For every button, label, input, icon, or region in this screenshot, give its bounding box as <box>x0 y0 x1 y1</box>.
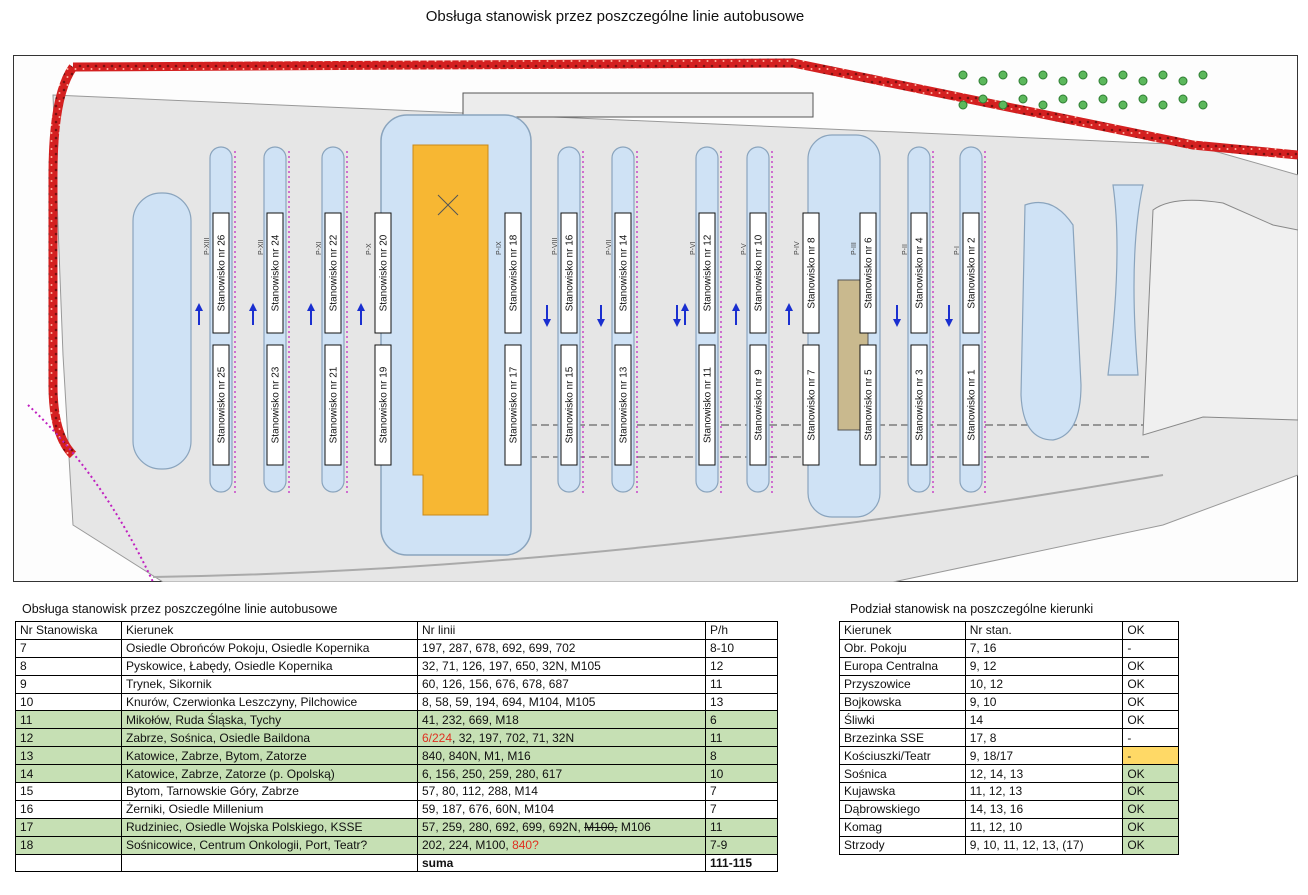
table2-cell-k: Komag <box>840 818 966 836</box>
table2-row <box>840 747 1179 765</box>
table1-cell-ph: 12 <box>706 657 778 675</box>
platform-code: P-II <box>902 244 909 255</box>
sum-label: suma <box>418 854 706 872</box>
table1-lines-part: 202, 224, M100, <box>422 838 513 853</box>
road-area <box>53 95 1298 582</box>
stand-label <box>505 345 521 465</box>
tree-icon <box>1179 77 1187 85</box>
table1-cell-linie <box>418 783 706 801</box>
table1-row <box>16 747 778 765</box>
table2-cell-s: 9, 12 <box>965 657 1123 675</box>
tree-icon <box>1019 95 1027 103</box>
table1-cell-kierunek: Katowice, Zabrze, Zatorze (p. Opolską) <box>122 765 418 783</box>
table1-cell-nr: 9 <box>16 675 122 693</box>
table1-lines-part: M100, <box>584 820 618 835</box>
tree-icon <box>1139 95 1147 103</box>
stand-label-text: Stanowisko nr 22 <box>328 234 340 312</box>
table1-header-cell: Nr Stanowiska <box>16 622 122 640</box>
table2-header-cell: Kierunek <box>840 622 966 640</box>
table1-cell-kierunek: Osiedle Obrońców Pokoju, Osiedle Kopernika <box>122 639 418 657</box>
table2-cell-k: Obr. Pokoju <box>840 639 966 657</box>
table1-lines-part: 6, 156, 250, 259, 280, 617 <box>422 766 563 781</box>
table1-lines-part: 6/224 <box>422 730 453 745</box>
stand-label-text: Stanowisko nr 21 <box>328 366 340 444</box>
table1-header-cell: Kierunek <box>122 622 418 640</box>
stand-label <box>803 213 819 333</box>
stand-label <box>860 213 876 333</box>
table2-cell-s: 12, 14, 13 <box>965 765 1123 783</box>
table2-row <box>840 800 1179 818</box>
table1-empty-cell <box>122 854 418 872</box>
stand-label-text: Stanowisko nr 2 <box>966 237 978 309</box>
table2-cell-ok: - <box>1123 639 1179 657</box>
table2-cell-k: Europa Centralna <box>840 657 966 675</box>
table2-cell-k: Śliwki <box>840 711 966 729</box>
table1-row <box>16 800 778 818</box>
table1-cell-ph: 8-10 <box>706 639 778 657</box>
platform-p-xiii <box>133 193 191 469</box>
table1-cell-ph: 7 <box>706 783 778 801</box>
table2-header-cell: Nr stan. <box>965 622 1123 640</box>
stand-label <box>505 213 521 333</box>
table1-cell-kierunek: Bytom, Tarnowskie Góry, Zabrze <box>122 783 418 801</box>
stand-label <box>561 213 577 333</box>
right-island <box>1143 200 1298 435</box>
stand-label <box>699 213 715 333</box>
table1-cell-kierunek: Trynek, Sikornik <box>122 675 418 693</box>
stand-label-text: Stanowisko nr 10 <box>753 234 765 312</box>
tree-icon <box>1179 95 1187 103</box>
table1-header-cell: Nr linii <box>418 622 706 640</box>
table1-cell-nr: 8 <box>16 657 122 675</box>
stand-label <box>375 213 391 333</box>
table2-cell-s: 9, 10 <box>965 693 1123 711</box>
table1-lines-part: 840? <box>512 838 539 853</box>
table1-cell-nr: 12 <box>16 729 122 747</box>
platform-code: P-IV <box>794 241 801 255</box>
table2-cell-ok: OK <box>1123 800 1179 818</box>
sum-value: 111-115 <box>706 854 778 872</box>
platform-code: P-XIII <box>204 237 211 255</box>
platform-code: P-VIII <box>552 237 559 255</box>
tree-icon <box>999 71 1007 79</box>
table1-cell-linie <box>418 657 706 675</box>
stand-label <box>803 345 819 465</box>
tree-icon <box>979 77 987 85</box>
table1-cell-kierunek: Sośnicowice, Centrum Onkologii, Port, Teatr? <box>122 836 418 854</box>
table2-cell-k: Brzezinka SSE <box>840 729 966 747</box>
table1-lines-part: 197, 287, 678, 692, 699, 702 <box>422 641 576 656</box>
stand-label <box>699 345 715 465</box>
table2-row <box>840 765 1179 783</box>
stand-label-text: Stanowisko nr 5 <box>863 369 875 441</box>
table2-header-row <box>840 622 1179 640</box>
table1-cell-nr: 16 <box>16 800 122 818</box>
stand-label <box>213 345 229 465</box>
stand-label <box>213 213 229 333</box>
table2-header-cell: OK <box>1123 622 1179 640</box>
table1-row <box>16 693 778 711</box>
table2-cell-s: 9, 18/17 <box>965 747 1123 765</box>
stand-label <box>750 345 766 465</box>
stand-label <box>963 213 979 333</box>
table2-row <box>840 657 1179 675</box>
stand-label <box>911 345 927 465</box>
table1-cell-linie <box>418 818 706 836</box>
stand-label-text: Stanowisko nr 16 <box>564 234 576 312</box>
table2-cell-s: 17, 8 <box>965 729 1123 747</box>
stand-label <box>561 345 577 465</box>
table1-row <box>16 836 778 854</box>
stand-label <box>615 345 631 465</box>
table1-row <box>16 729 778 747</box>
stand-label-text: Stanowisko nr 20 <box>378 234 390 312</box>
stand-label <box>750 213 766 333</box>
platform-p-i <box>1021 203 1081 441</box>
tree-icon <box>1199 101 1207 109</box>
stand-label-text: Stanowisko nr 26 <box>216 234 228 312</box>
table2-row <box>840 711 1179 729</box>
table2-cell-ok: OK <box>1123 675 1179 693</box>
table1-cell-ph: 11 <box>706 818 778 836</box>
tree-icon <box>1159 71 1167 79</box>
table1-cell-linie <box>418 765 706 783</box>
tree-icon <box>1059 77 1067 85</box>
platform-code: P-XII <box>258 239 265 255</box>
table1-header-cell: P/h <box>706 622 778 640</box>
table2-row <box>840 675 1179 693</box>
table1-lines-part: M106 <box>617 820 651 835</box>
stand-label <box>375 345 391 465</box>
table2-cell-s: 11, 12, 13 <box>965 783 1123 801</box>
tree-icon <box>1099 77 1107 85</box>
stand-label-text: Stanowisko nr 6 <box>863 237 875 309</box>
stand-label-text: Stanowisko nr 4 <box>914 237 926 309</box>
table2-cell-s: 10, 12 <box>965 675 1123 693</box>
tree-icon <box>1019 77 1027 85</box>
table2-cell-ok: OK <box>1123 711 1179 729</box>
stand-label-text: Stanowisko nr 8 <box>806 237 818 309</box>
table1-cell-ph: 7 <box>706 800 778 818</box>
stand-label-text: Stanowisko nr 1 <box>966 369 978 441</box>
table2-cell-s: 7, 16 <box>965 639 1123 657</box>
table1-cell-nr: 10 <box>16 693 122 711</box>
table1-cell-linie <box>418 675 706 693</box>
stand-label-text: Stanowisko nr 23 <box>270 366 282 444</box>
table1-lines-part: 840, 840N, M1, M16 <box>422 748 531 763</box>
table1-cell-nr: 15 <box>16 783 122 801</box>
table2-row <box>840 729 1179 747</box>
table1-header-row <box>16 622 778 640</box>
stand-label <box>860 345 876 465</box>
table1-cell-kierunek: Knurów, Czerwionka Leszczyny, Pilchowice <box>122 693 418 711</box>
platform-code: P-X <box>366 243 373 255</box>
table1-cell-kierunek: Zabrze, Sośnica, Osiedle Baildona <box>122 729 418 747</box>
table1-lines-part: 32, 71, 126, 197, 650, 32N, M105 <box>422 659 601 674</box>
central-building <box>413 145 488 515</box>
table1-lines-part: 57, 259, 280, 692, 699, 692N, <box>422 820 585 835</box>
stand-label-text: Stanowisko nr 11 <box>702 367 714 443</box>
platform-code: P-I <box>954 246 961 255</box>
stand-label-text: Stanowisko nr 12 <box>702 234 714 312</box>
stand-label <box>911 213 927 333</box>
stand-label-text: Stanowisko nr 3 <box>914 369 926 441</box>
table2-caption: Podział stanowisk na poszczególne kierunki <box>850 602 1094 616</box>
table1-cell-nr: 17 <box>16 818 122 836</box>
table1-row <box>16 639 778 657</box>
table1-cell-nr: 7 <box>16 639 122 657</box>
tree-icon <box>1039 71 1047 79</box>
stand-label <box>325 213 341 333</box>
stand-label-text: Stanowisko nr 15 <box>564 366 576 444</box>
canopy-strip <box>463 93 813 117</box>
table1-cell-linie <box>418 800 706 818</box>
table2-cell-s: 14 <box>965 711 1123 729</box>
tree-icon <box>1099 95 1107 103</box>
stand-label-text: Stanowisko nr 9 <box>753 369 765 441</box>
table1-lines-part: 57, 80, 112, 288, M14 <box>422 784 538 799</box>
stand-label <box>267 345 283 465</box>
table1-cell-linie <box>418 711 706 729</box>
table1-cell-ph: 11 <box>706 675 778 693</box>
tree-icon <box>1119 71 1127 79</box>
table2-cell-k: Przyszowice <box>840 675 966 693</box>
tree-icon <box>959 71 967 79</box>
table1-cell-kierunek: Żerniki, Osiedle Millenium <box>122 800 418 818</box>
stand-label-text: Stanowisko nr 7 <box>806 369 818 441</box>
table1-cell-linie <box>418 729 706 747</box>
platform-code: P-V <box>741 243 748 255</box>
table1-cell-ph: 13 <box>706 693 778 711</box>
table1-cell-kierunek: Mikołów, Ruda Śląska, Tychy <box>122 711 418 729</box>
table1-cell-ph: 6 <box>706 711 778 729</box>
tree-icon <box>1159 101 1167 109</box>
tree-icon <box>1119 101 1127 109</box>
table1-row <box>16 765 778 783</box>
stand-label <box>615 213 631 333</box>
stand-label-text: Stanowisko nr 19 <box>378 366 390 444</box>
table1-cell-ph: 8 <box>706 747 778 765</box>
table2-cell-s: 9, 10, 11, 12, 13, (17) <box>965 836 1123 854</box>
tree-icon <box>959 101 967 109</box>
bus-station-plan <box>13 55 1298 582</box>
table1-cell-nr: 18 <box>16 836 122 854</box>
platform-code: P-VII <box>606 239 613 255</box>
table2-cell-k: Bojkowska <box>840 693 966 711</box>
table2-row <box>840 836 1179 854</box>
tree-icon <box>1199 71 1207 79</box>
table1-cell-kierunek: Katowice, Zabrze, Bytom, Zatorze <box>122 747 418 765</box>
platform-code: P-VI <box>690 241 697 255</box>
table2-cell-ok: OK <box>1123 693 1179 711</box>
table2-cell-k: Kujawska <box>840 783 966 801</box>
platform-code: P-III <box>851 242 858 255</box>
table1-empty-cell <box>16 854 122 872</box>
table1-cell-kierunek: Rudziniec, Osiedle Wojska Polskiego, KSSE <box>122 818 418 836</box>
stand-label-text: Stanowisko nr 25 <box>216 366 228 444</box>
table1-lines-part: , 32, 197, 702, 71, 32N <box>452 730 575 745</box>
table1-caption: Obsługa stanowisk przez poszczególne linie autobusowe <box>22 602 338 616</box>
table2-cell-ok: OK <box>1123 657 1179 675</box>
table1-cell-linie <box>418 693 706 711</box>
table1-row <box>16 711 778 729</box>
table1-cell-ph: 10 <box>706 765 778 783</box>
table1-row <box>16 657 778 675</box>
tree-icon <box>1059 95 1067 103</box>
table1-lines-part: 60, 126, 156, 676, 678, 687 <box>422 677 569 692</box>
tree-icon <box>979 95 987 103</box>
stand-label <box>267 213 283 333</box>
table1-row <box>16 783 778 801</box>
table2-cell-k: Strzody <box>840 836 966 854</box>
tree-icon <box>1039 101 1047 109</box>
table1-cell-ph: 7-9 <box>706 836 778 854</box>
table1-cell-kierunek: Pyskowice, Łabędy, Osiedle Kopernika <box>122 657 418 675</box>
stand-label-text: Stanowisko nr 17 <box>508 366 520 444</box>
table2-cell-ok: OK <box>1123 836 1179 854</box>
table1-row <box>16 818 778 836</box>
table1-lines-part: 8, 58, 59, 194, 694, M104, M105 <box>422 695 596 709</box>
table1-sum-row <box>16 854 778 872</box>
stand-label-text: Stanowisko nr 13 <box>618 366 630 444</box>
table2-cell-s: 14, 13, 16 <box>965 800 1123 818</box>
table2-cell-s: 11, 12, 10 <box>965 818 1123 836</box>
table1-cell-ph: 11 <box>706 729 778 747</box>
table2-row <box>840 818 1179 836</box>
table1-lines-part: 59, 187, 676, 60N, M104 <box>422 802 555 817</box>
tree-icon <box>1079 71 1087 79</box>
table1-row <box>16 675 778 693</box>
platform-code: P-XI <box>316 241 323 255</box>
table2-cell-k: Dąbrowskiego <box>840 800 966 818</box>
table2-cell-k: Sośnica <box>840 765 966 783</box>
tree-icon <box>1139 77 1147 85</box>
table2-cell-ok: OK <box>1123 818 1179 836</box>
page-title: Obsługa stanowisk przez poszczególne linie autobusowe <box>425 8 805 25</box>
table2-cell-ok: OK <box>1123 783 1179 801</box>
table2-cell-ok: - <box>1123 747 1179 765</box>
table2-cell-k: Kościuszki/Teatr <box>840 747 966 765</box>
table1-cell-linie <box>418 747 706 765</box>
table1-lines-part: 41, 232, 669, M18 <box>422 712 519 727</box>
stand-label-text: Stanowisko nr 24 <box>270 234 282 312</box>
table1-cell-linie <box>418 836 706 854</box>
stand-label-text: Stanowisko nr 14 <box>618 234 630 312</box>
table2-cell-ok: OK <box>1123 765 1179 783</box>
table2-cell-ok: - <box>1123 729 1179 747</box>
stand-label <box>325 345 341 465</box>
tree-icon <box>999 101 1007 109</box>
stand-label-text: Stanowisko nr 18 <box>508 234 520 312</box>
tree-icon <box>1079 101 1087 109</box>
platform-code: P-IX <box>496 241 503 255</box>
table1-cell-nr: 11 <box>16 711 122 729</box>
table2-row <box>840 639 1179 657</box>
table2-row <box>840 783 1179 801</box>
stand-label <box>963 345 979 465</box>
directions-table <box>839 621 1179 855</box>
table2-row <box>840 693 1179 711</box>
table1-cell-nr: 14 <box>16 765 122 783</box>
table1-cell-linie <box>418 639 706 657</box>
table1-cell-nr: 13 <box>16 747 122 765</box>
lines-table <box>15 621 778 872</box>
